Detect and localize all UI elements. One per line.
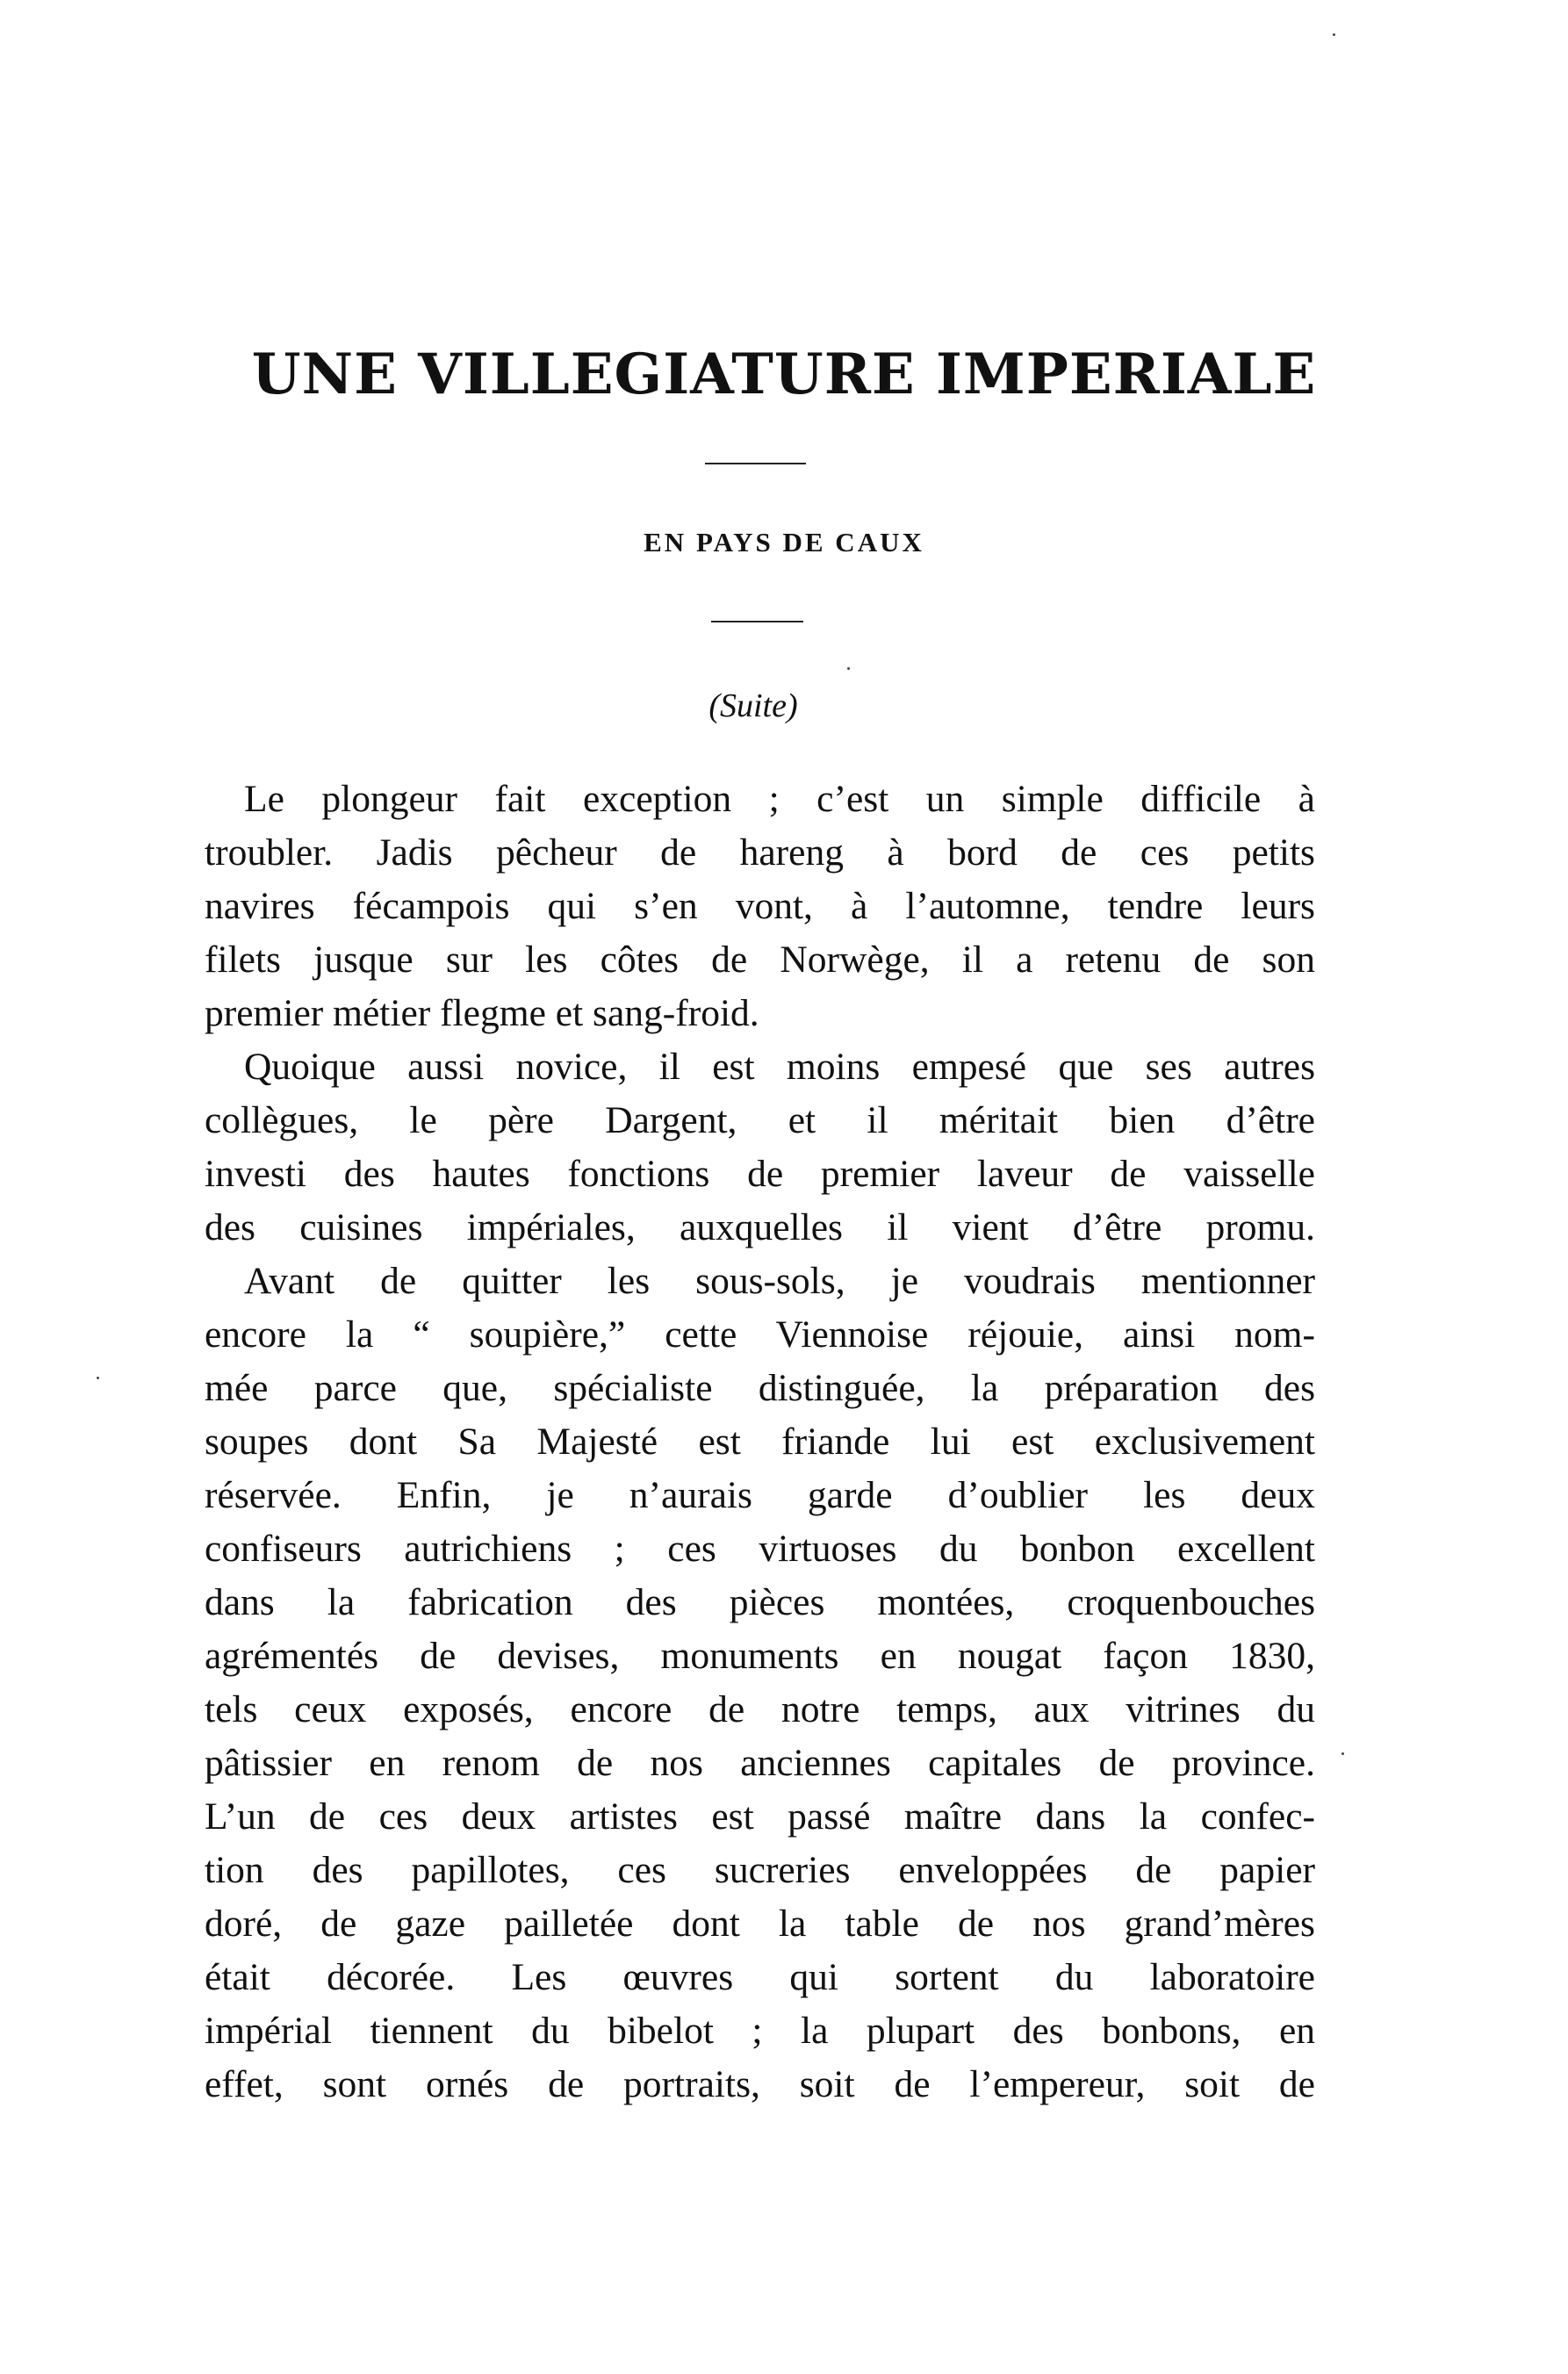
- chapter-title: UNE VILLEGIATURE IMPERIALE: [251, 342, 1317, 407]
- text-line: réservée. Enfin, je n’aurais garde d’oublier les deux: [205, 1474, 1315, 1516]
- scan-speck: [847, 667, 850, 670]
- text-line: troubler. Jadis pêcheur de hareng à bord de ces petits: [205, 831, 1315, 874]
- text-line: mée parce que, spécialiste distinguée, la préparation des: [205, 1367, 1315, 1409]
- text-line: des cuisines impériales, auxquelles il vient d’être promu.: [205, 1206, 1315, 1248]
- text-line: Quoique aussi novice, il est moins empesé que ses autres: [244, 1046, 1315, 1088]
- text-line: soupes dont Sa Majesté est friande lui est exclusivement: [205, 1421, 1315, 1463]
- text-line: investi des hautes fonctions de premier laveur de vaisselle: [205, 1153, 1315, 1195]
- subtitle-divider: [711, 621, 803, 622]
- text-line: encore la “ soupière,” cette Viennoise réjouie, ainsi nom-: [205, 1313, 1315, 1356]
- text-line: Le plongeur fait exception ; c’est un simple difficile à: [244, 778, 1315, 820]
- text-line: L’un de ces deux artistes est passé maître dans la confec-: [205, 1795, 1315, 1838]
- text-line: impérial tiennent du bibelot ; la plupart des bonbons, en: [205, 2010, 1315, 2052]
- text-line: collègues, le père Dargent, et il méritait bien d’être: [205, 1099, 1315, 1141]
- text-line: effet, sont ornés de portraits, soit de l’empereur, soit de: [205, 2063, 1315, 2105]
- text-line: agrémentés de devises, monuments en nougat façon 1830,: [205, 1635, 1315, 1677]
- continuation-note: (Suite): [708, 687, 798, 724]
- text-line: tion des papillotes, ces sucreries enveloppées de papier: [205, 1849, 1315, 1891]
- body-text: [205, 773, 1315, 2111]
- text-line: était décorée. Les œuvres qui sortent du laboratoire: [205, 1956, 1315, 1998]
- scan-speck: [97, 1377, 99, 1379]
- text-line: pâtissier en renom de nos anciennes capitales de province.: [205, 1742, 1315, 1784]
- text-line: Avant de quitter les sous-sols, je voudrais mentionner: [244, 1260, 1315, 1302]
- scan-speck: [1333, 33, 1335, 36]
- text-line: dans la fabrication des pièces montées, croquenbouches: [205, 1581, 1315, 1623]
- text-line: tels ceux exposés, encore de notre temps, aux vitrines du: [205, 1688, 1315, 1730]
- text-line: filets jusque sur les côtes de Norwège, il a retenu de son: [205, 939, 1315, 981]
- scan-speck: [1341, 1752, 1344, 1755]
- title-divider: [705, 463, 806, 464]
- text-line: confiseurs autrichiens ; ces virtuoses du bonbon excellent: [205, 1528, 1315, 1570]
- text-line: premier métier flegme et sang-froid.: [205, 992, 759, 1034]
- text-line: navires fécampois qui s’en vont, à l’automne, tendre leurs: [205, 885, 1315, 927]
- chapter-subtitle: EN PAYS DE CAUX: [644, 527, 924, 558]
- text-line: doré, de gaze pailletée dont la table de nos grand’mères: [205, 1903, 1315, 1945]
